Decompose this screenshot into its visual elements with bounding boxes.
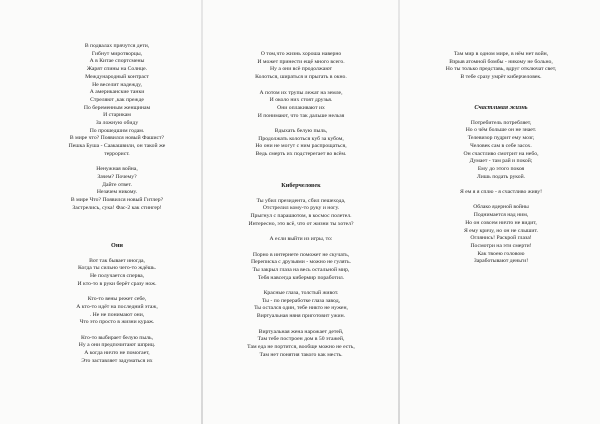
poem-line: Ну а они всё продолжают [270,66,332,73]
poem-line: Тебя навсегда кибермир поработил. [257,274,345,281]
poem-line: Он счастливо смотрит на небо, [463,150,539,157]
poem-line: Международный контраст [85,73,149,80]
stanza-gap [204,282,398,290]
poem-line: Незачем никому. [96,189,138,196]
poem-line: А когда ничто не помогает, [84,350,150,357]
poem-line: За ложную обиду [95,120,139,127]
stanza-gap [35,250,199,258]
poem-block [402,51,600,82]
stanza-gap [204,82,398,90]
poem-line: Жарят спины на Солнце. [86,66,148,73]
poem-line: Вдыхать белую пыль, [274,128,328,134]
poem-line: Посмотри на эти смерти! [470,242,532,249]
poem-line: Там еда не портится, вообще можно не есть, [247,343,355,350]
poem-block [204,51,398,159]
poem-line: Ты остался один, тебе никто не нужен, [254,305,348,312]
poem-line: Стреляют ,как прежде [90,96,144,103]
poem-line: А если выйти из игры, то: [269,236,333,243]
poem-line: Виртуальная няня приготовит ужин. [256,313,346,320]
poem-line: Ты - по переработке глаза завод, [261,297,341,304]
stanza-gap [204,120,398,128]
column-3 [402,0,600,424]
poem-line: И около них стоят друзья. [269,97,333,104]
poem-line: Это заставляет задуматься их [81,357,153,364]
poem-line: Кто-то выбирает белую пыль, [80,334,154,341]
poem-line: Облако ядерной войны [473,204,529,211]
poem-line: Зачем? Почему? [97,173,137,180]
poem-line: Продолжать колоться куб за кубом, [258,135,344,142]
poem-block [204,182,398,359]
poem-line: Взрыв атомной бомбы - никому не больно, [449,58,553,65]
poem-line: Колоться, шираться и прыгать в окно. [255,74,347,81]
poem-line: Красные глаза, толстый живот. [263,290,339,297]
poem-line: По беременным женщинам [83,104,151,111]
poem-line: Поднимается над ним, [473,212,529,219]
column-1 [35,0,199,424]
poem-line: А американские танки [89,89,145,96]
column-2 [204,0,398,424]
poem-line: Там тебе построен дом в 50 этажей, [257,336,345,343]
stanza-gap [402,112,600,120]
poem-line: Думает - там рай и покой; [469,158,533,165]
poem-line: Не получается сперва, [89,273,145,280]
poem-line: Телевизор пудрит ему мозг, [467,135,535,142]
poem-title: Они [111,242,123,249]
poem-line: Там мир в одном мире, в нём нет войн, [453,51,549,57]
poem-block [35,43,199,212]
poem-line: Интересно, это всё, что от жизни ты хотел? [248,220,354,227]
poem-line: Не веселит надежду, [92,81,142,88]
poem-line: Лишь подать рукой. [476,173,526,180]
poem-line: Кто-то вены режет себе, [87,296,147,303]
page-fold [201,0,203,424]
poem-block [35,242,199,366]
poem-line: Дайте ответ. [102,181,132,188]
poem-line: Застрелись, сука! Фас-2 как стингер! [72,204,162,211]
poem-line: Там нет понятия такого как месть. [259,351,343,358]
poem-line: Потребитель потребляет, [470,119,532,126]
poem-line: Человек сам в себе засох. [470,142,532,149]
poem-line: Но ты только представь, вдруг отключат свет, [445,66,557,73]
stanza-gap [204,244,398,252]
poem-line: И может принести ещё много всего. [257,58,345,65]
poem-line: Ведь смерть их подстерегает во всём. [255,151,347,158]
stanza-gap [402,181,600,189]
poem-line: Порно в интернете поможет не скучать, [252,251,350,258]
poem-line: . Не не понимают они, [89,311,145,318]
poem-line: Но о чём больше он не знает. [465,127,537,134]
poem-line: И понимают, что так дальше нельзя [257,112,345,119]
poem-line: Ему до этого покоя [477,165,525,172]
poem-line: Я ему кричу, но он не слышит. [464,227,538,234]
poem-line: Переписка с друзьями - можно не гулять. [251,259,351,266]
poem-title: Киберчеловек [281,182,321,189]
poem-line: Ты закрыл глаза на весь остальной мир, [252,266,350,273]
poem-line: Когда ты сильно чего-то ждёшь. [77,265,156,272]
stanza-gap [35,327,199,335]
poem-line: В мире Что? Появился новый Гитлер? [70,197,164,204]
poem-line: Они оплакивают их [277,104,325,111]
poem-line: Прыгнул с парашютом, в космос полетел. [250,213,352,220]
poem-line: И старикам [103,112,131,119]
poem-line: Ненужная война, [96,166,138,173]
poem-line: Пешка Буша - Саакашвили, он такой же [68,143,166,150]
poem-line: Я ем я я сплю - я счастливо живу! [460,189,542,195]
poem-line: Отстрелил кому-то руку и ногу. [262,205,340,212]
poem-line: Виртуальная жена нарожает детей, [258,328,344,335]
page-fold [398,0,400,424]
stanza-gap [204,190,398,198]
poem-line: Что это просто в жизни кураж. [79,319,155,326]
poem-line: Оглянись! Раскрой глаза! [470,235,532,242]
poem-line: Ну а они предпочитают шприц. [78,342,156,349]
poem-line: В подвалах прячутся дети, [84,43,150,49]
poem-line: И кто-то в руки берёт сразу нож. [77,280,157,287]
poem-line: А потом их трупы лежат на земле, [259,89,343,96]
poem-line: А кто-то идёт на последний этаж, [76,303,158,310]
poem-line: Но они не могут с ним распрощаться, [255,143,347,150]
poem-line: В тебе сразу умрёт киберчеловек. [460,74,542,81]
poem-line: А в Китае спортсмены [89,58,145,65]
poem-line: Как твоею головою [477,250,525,257]
poem-line: Ты убил президента, сбил пешехода, [256,197,346,204]
poem-line: По прошедшим годам. [89,127,145,134]
poem-line: Но он совсем ничто не видит, [465,219,537,226]
poem-line: Заработывают деньги! [473,258,529,265]
poem-block [402,104,600,266]
poem-title: Счастливая жизнь [474,104,528,111]
poem-line: Гибнут миротворцы, [91,50,143,57]
poem-line: О том,что жизнь хороша наверно [260,51,342,57]
poem-line: В мире что? Появился новый Фашист? [69,135,165,142]
poem-line: террорист. [104,150,130,157]
poem-line: Вот так бывает иногда, [89,257,145,264]
stanza-gap [204,321,398,329]
